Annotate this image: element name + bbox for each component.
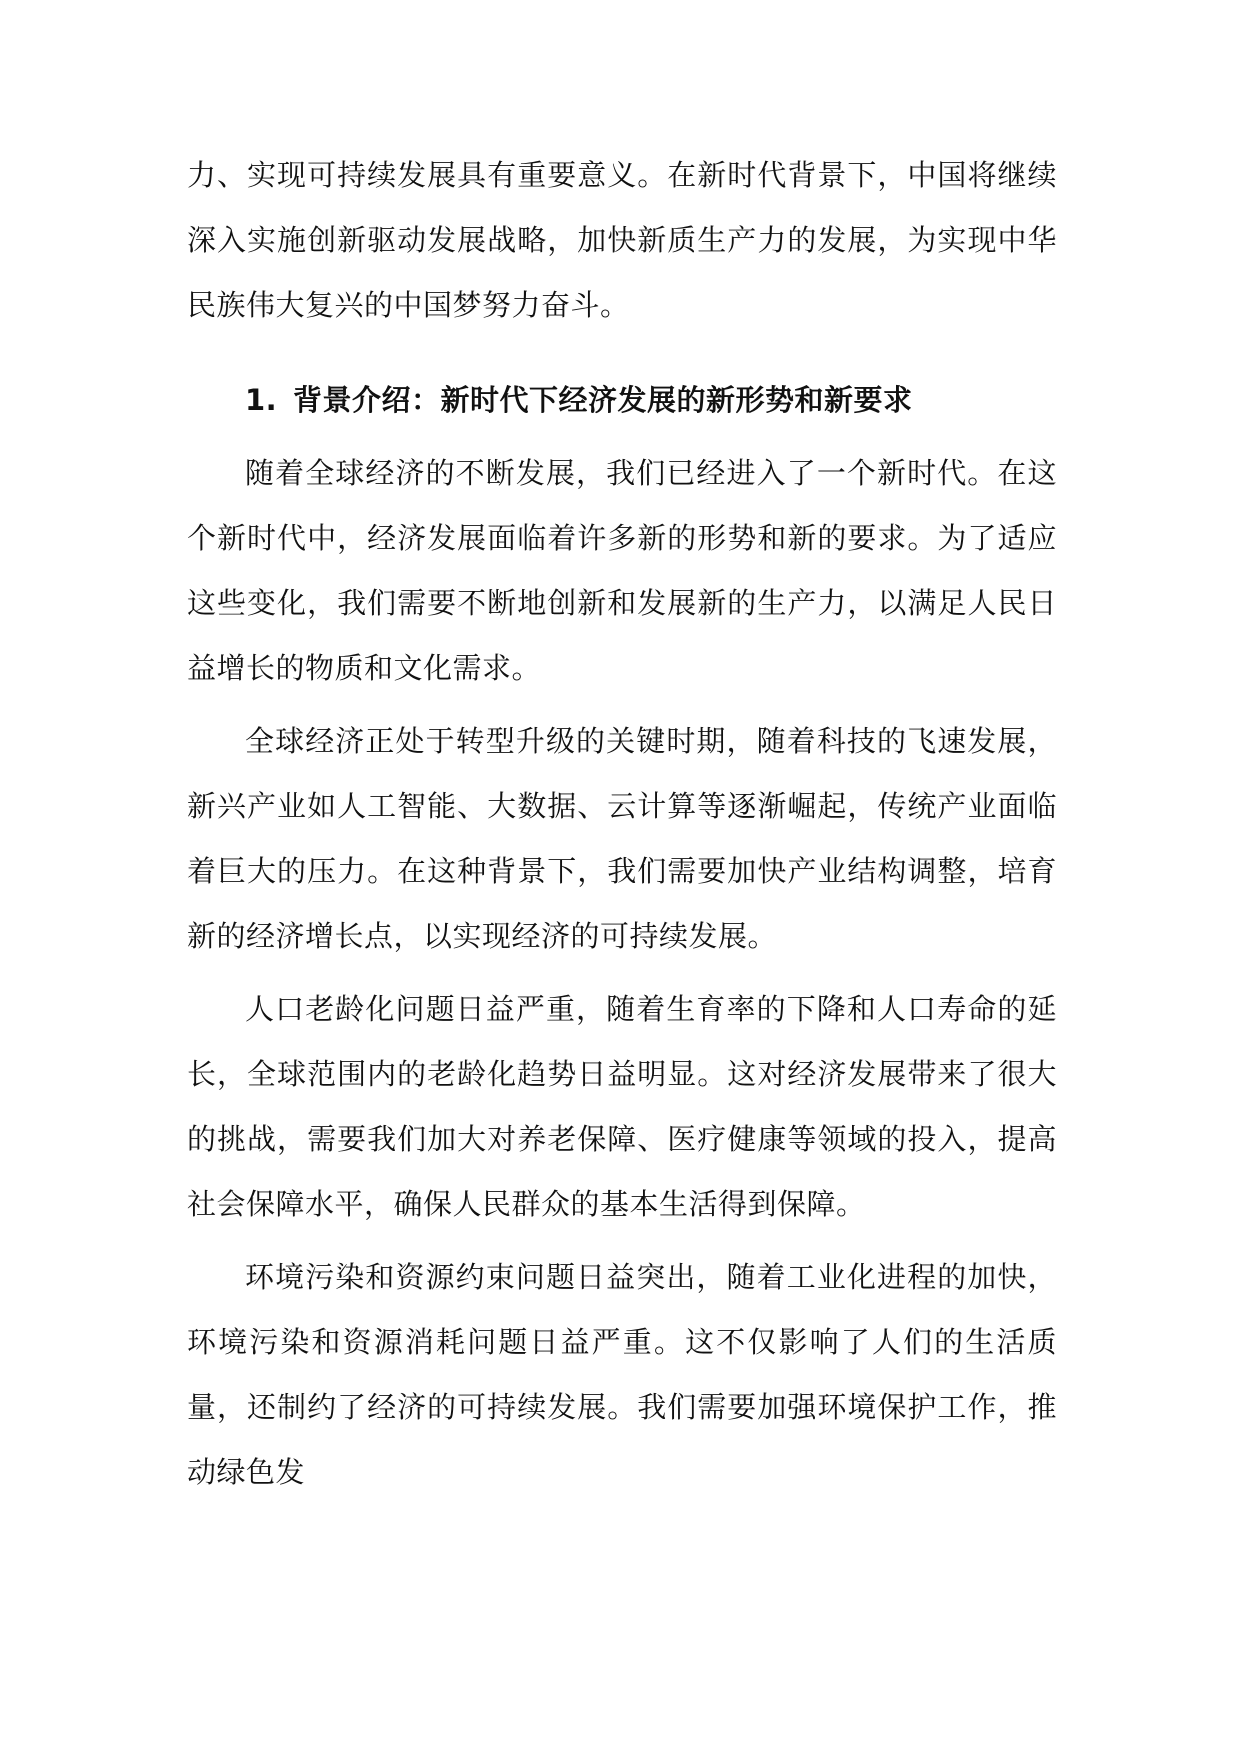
paragraph: 人口老龄化问题日益严重，随着生育率的下降和人口寿命的延长，全球范围内的老龄化趋势日益明显。这对经济发展带来了很大的挑战，需要我们加大对养老保障、医疗健康等领域的投入，提高社会保障水平，确保人民群众的基本生活得到保障。: [187, 992, 1057, 1221]
section-title: 背景介绍：新时代下经济发展的新形势和新要求: [293, 383, 913, 417]
section-number: 1.: [245, 383, 278, 417]
section-heading: [187, 368, 1057, 433]
paragraph: 全球经济正处于转型升级的关键时期，随着科技的飞速发展，新兴产业如人工智能、大数据、云计算等逐渐崛起，传统产业面临着巨大的压力。在这种背景下，我们需要加快产业结构调整，培育新的经济增长点，以实现经济的可持续发展。: [187, 724, 1057, 953]
paragraph: 环境污染和资源约束问题日益突出，随着工业化进程的加快，环境污染和资源消耗问题日益严重。这不仅影响了人们的生活质量，还制约了经济的可持续发展。我们需要加强环境保护工作，推动绿色发: [187, 1260, 1057, 1489]
continued-paragraph: 力、实现可持续发展具有重要意义。在新时代背景下，中国将继续深入实施创新驱动发展战略，加快新质生产力的发展，为实现中华民族伟大复兴的中国梦努力奋斗。: [187, 158, 1057, 322]
paragraph: 随着全球经济的不断发展，我们已经进入了一个新时代。在这个新时代中，经济发展面临着许多新的形势和新的要求。为了适应这些变化，我们需要不断地创新和发展新的生产力，以满足人民日益增长的物质和文化需求。: [187, 456, 1057, 685]
document-body: [187, 143, 1057, 1513]
